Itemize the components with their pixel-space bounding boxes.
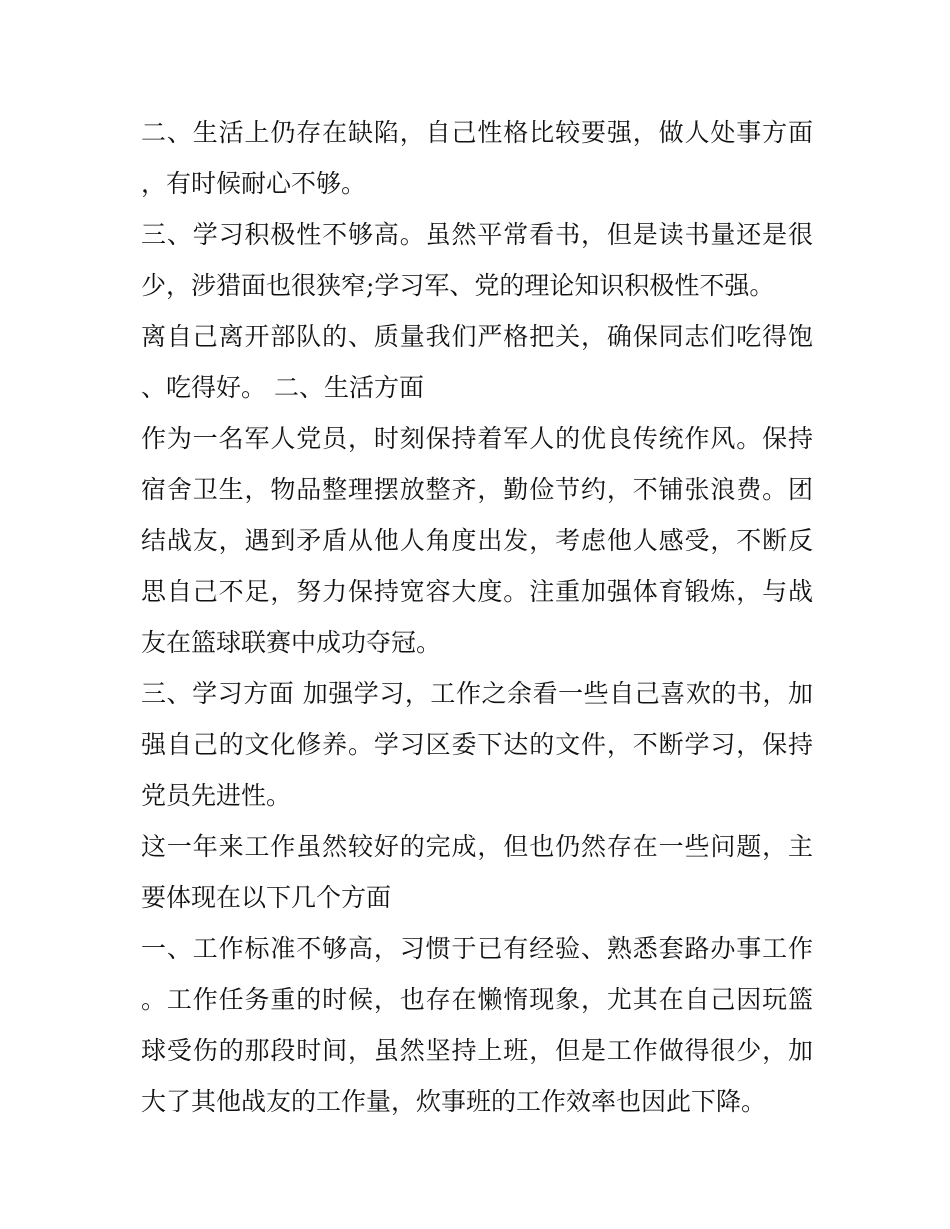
paragraph-quality-control: 离自己离开部队的、质量我们严格把关，确保同志们吃得饱、吃得好。 二、生活方面 (141, 322, 813, 402)
paragraph-problems-intro: 这一年来工作虽然较好的完成，但也仍然存在一些问题，主要体现在以下几个方面 (141, 832, 813, 912)
paragraph-life-shortcomings: 二、生活上仍存在缺陷，自己性格比较要强，做人处事方面，有时候耐心不够。 (141, 118, 813, 198)
paragraph-study-shortcomings: 三、学习积极性不够高。虽然平常看书，但是读书量还是很少，涉猎面也很狭窄;学习军、党的理论知识积极性不强。 (141, 220, 813, 300)
paragraph-study-aspect: 三、学习方面 加强学习，工作之余看一些自己喜欢的书，加强自己的文化修养。学习区委下达的文件，不断学习，保持党员先进性。 (141, 679, 813, 810)
paragraph-work-standard: 一、工作标准不够高，习惯于已有经验、熟悉套路办事工作。工作任务重的时候，也存在懒惰现象，尤其在自己因玩篮球受伤的那段时间，虽然坚持上班，但是工作做得很少，加大了其他战友的工作量，炊事班的工作效率也因此下降。 (141, 934, 813, 1116)
paragraph-life-aspect: 作为一名军人党员，时刻保持着军人的优良传统作风。保持宿舍卫生，物品整理摆放整齐，勤俭节约，不铺张浪费。团结战友，遇到矛盾从他人角度出发，考虑他人感受，不断反思自己不足，努力保持宽容大度。注重加强体育锻炼，与战友在篮球联赛中成功夺冠。 (141, 424, 813, 657)
document-body (141, 107, 813, 1127)
